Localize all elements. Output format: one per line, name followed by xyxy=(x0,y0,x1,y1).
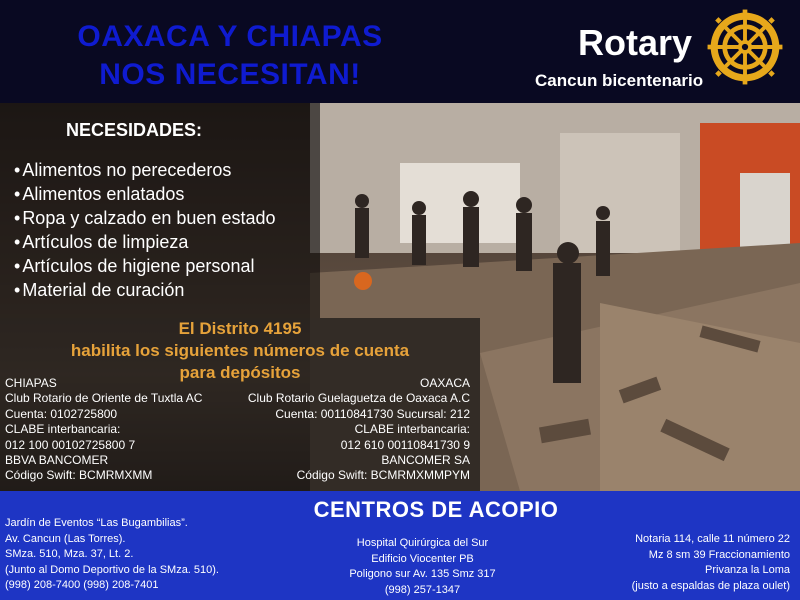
address-line: Edificio Viocenter PB xyxy=(371,552,474,565)
headline-line-2: NOS NECESITAN! xyxy=(99,58,361,91)
account-line: 012 100 00102725800 7 xyxy=(5,437,136,452)
account-line: Código Swift: BCMRMXMM xyxy=(5,468,153,483)
district-notice xyxy=(20,318,460,384)
address-line: (justo a espaldas de plaza oulet) xyxy=(631,579,790,592)
club-name: Cancun bicentenario xyxy=(535,71,704,90)
address-line: (998) 208-7400 (998) 208-7401 xyxy=(5,579,159,591)
list-item: • Material de curación xyxy=(14,278,276,302)
address-line: Privanza la Loma xyxy=(705,564,790,576)
account-line: Código Swift: BCMRMXMMPYM xyxy=(296,468,470,483)
collection-center-2 xyxy=(330,536,515,598)
account-line: CHIAPAS xyxy=(5,376,57,390)
collection-center-3 xyxy=(560,532,790,594)
account-line: OAXACA xyxy=(419,376,470,390)
account-line: Cuenta: 0102725800 xyxy=(5,406,118,421)
collection-center-1 xyxy=(5,516,219,594)
address-line: Av. Cancun (Las Torres). xyxy=(5,532,126,545)
address-line: Jardín de Eventos “Las Bugambilias”. xyxy=(5,517,188,529)
address-line: Mz 8 sm 39 Fraccionamiento xyxy=(648,548,790,561)
needs-list xyxy=(14,158,276,302)
address-line: Poligono sur Av. 135 Smz 317 xyxy=(349,568,496,580)
address-line: SMza. 510, Mza. 37, Lt. 2. xyxy=(5,548,134,560)
headline xyxy=(20,18,440,94)
rotary-wheel-logo-icon xyxy=(706,8,784,86)
chiapas-account xyxy=(5,376,202,484)
list-item: • Ropa y calzado en buen estado xyxy=(14,206,276,230)
needs-title: NECESIDADES: xyxy=(66,120,203,140)
account-line: CLABE interbancaria: xyxy=(354,422,470,437)
address-line: Notaria 114, calle 11 número 22 xyxy=(635,533,790,545)
address-line: (Junto al Domo Deportivo de la SMza. 510). xyxy=(5,563,219,576)
district-line-2: habilita los siguientes números de cuenta xyxy=(70,341,410,360)
collection-centers-title: CENTROS DE ACOPIO xyxy=(313,497,559,522)
list-item: • Alimentos no perecederos xyxy=(14,158,276,182)
account-line: Cuenta: 00110841730 Sucursal: 212 xyxy=(275,406,470,421)
account-line: Club Rotario de Oriente de Tuxtla AC xyxy=(5,391,203,406)
oaxaca-account xyxy=(230,376,470,484)
account-line: Club Rotario Guelaguetza de Oaxaca A.C xyxy=(247,391,470,406)
headline-line-1: OAXACA Y CHIAPAS xyxy=(77,20,383,53)
account-line: CLABE interbancaria: xyxy=(5,422,121,437)
address-line: (998) 257-1347 xyxy=(384,583,461,596)
account-line: BBVA BANCOMER xyxy=(5,452,109,467)
account-line: BANCOMER SA xyxy=(381,452,470,467)
district-line-3: para depósitos xyxy=(179,363,301,382)
address-line: Hospital Quirúrgica del Sur xyxy=(356,537,489,549)
list-item: • Alimentos enlatados xyxy=(14,182,276,206)
rotary-wordmark: Rotary xyxy=(578,22,693,63)
list-item: • Artículos de limpieza xyxy=(14,230,276,254)
district-line-1: El Distrito 4195 xyxy=(178,319,302,338)
account-line: 012 610 00110841730 9 xyxy=(340,437,470,452)
list-item: • Artículos de higiene personal xyxy=(14,254,276,278)
